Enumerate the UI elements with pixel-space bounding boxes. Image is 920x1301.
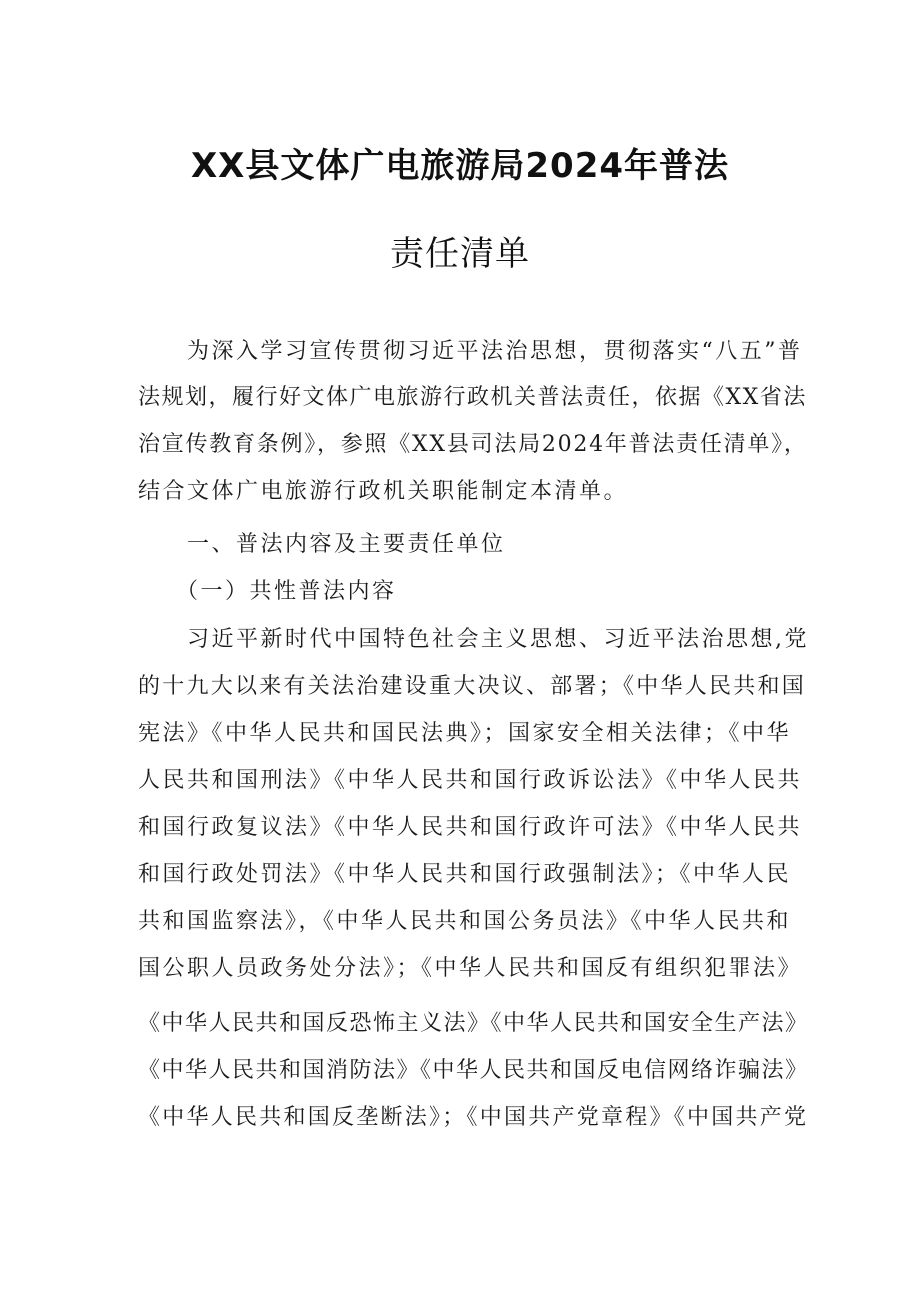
body-line: 宪法》《中华人民共和国民法典》；国家安全相关法律；《中华 — [138, 721, 792, 746]
body-line: 《中华人民共和国反恐怖主义法》《中华人民共和国安全生产法》 — [138, 1011, 809, 1036]
body-line: 共和国监察法》，《中华人民共和国公务员法》《中华人民共和 — [138, 909, 792, 934]
body-line: 为深入学习宣传贯彻习近平法治思想，贯彻落实“八五”普 — [138, 339, 803, 364]
body-line: 治宣传教育条例》，参照《XX县司法局2024年普法责任清单》， — [138, 432, 808, 457]
body-line: 国公职人员政务处分法》；《中华人民共和国反有组织犯罪法》 — [138, 956, 803, 981]
body-line: 人民共和国刑法》《中华人民共和国行政诉讼法》《中华人民共 — [138, 768, 803, 793]
body-line: 《中华人民共和国消防法》《中华人民共和国反电信网络诈骗法》 — [138, 1058, 809, 1083]
body-line: 的十九大以来有关法治建设重大决议、部署；《中华人民共和国 — [138, 674, 807, 699]
document-title-line-2: 责任清单 — [390, 234, 530, 274]
subsection-heading: （一）共性普法内容 — [138, 579, 397, 604]
body-line: 《中华人民共和国反垄断法》；《中国共产党章程》《中国共产党 — [138, 1105, 809, 1130]
body-line: 习近平新时代中国特色社会主义思想、习近平法治思想,党 — [138, 627, 809, 652]
body-line: 和国行政处罚法》《中华人民共和国行政强制法》；《中华人民 — [138, 862, 792, 887]
section-heading: 一、普法内容及主要责任单位 — [138, 532, 506, 557]
document-title-line-1: XX县文体广电旅游局2024年普法 — [190, 146, 730, 186]
body-line: 法规划，履行好文体广电旅游行政机关普法责任，依据《XX省法 — [138, 385, 807, 410]
body-line: 结合文体广电旅游行政机关职能制定本清单。 — [138, 479, 629, 504]
body-line: 和国行政复议法》《中华人民共和国行政许可法》《中华人民共 — [138, 815, 803, 840]
